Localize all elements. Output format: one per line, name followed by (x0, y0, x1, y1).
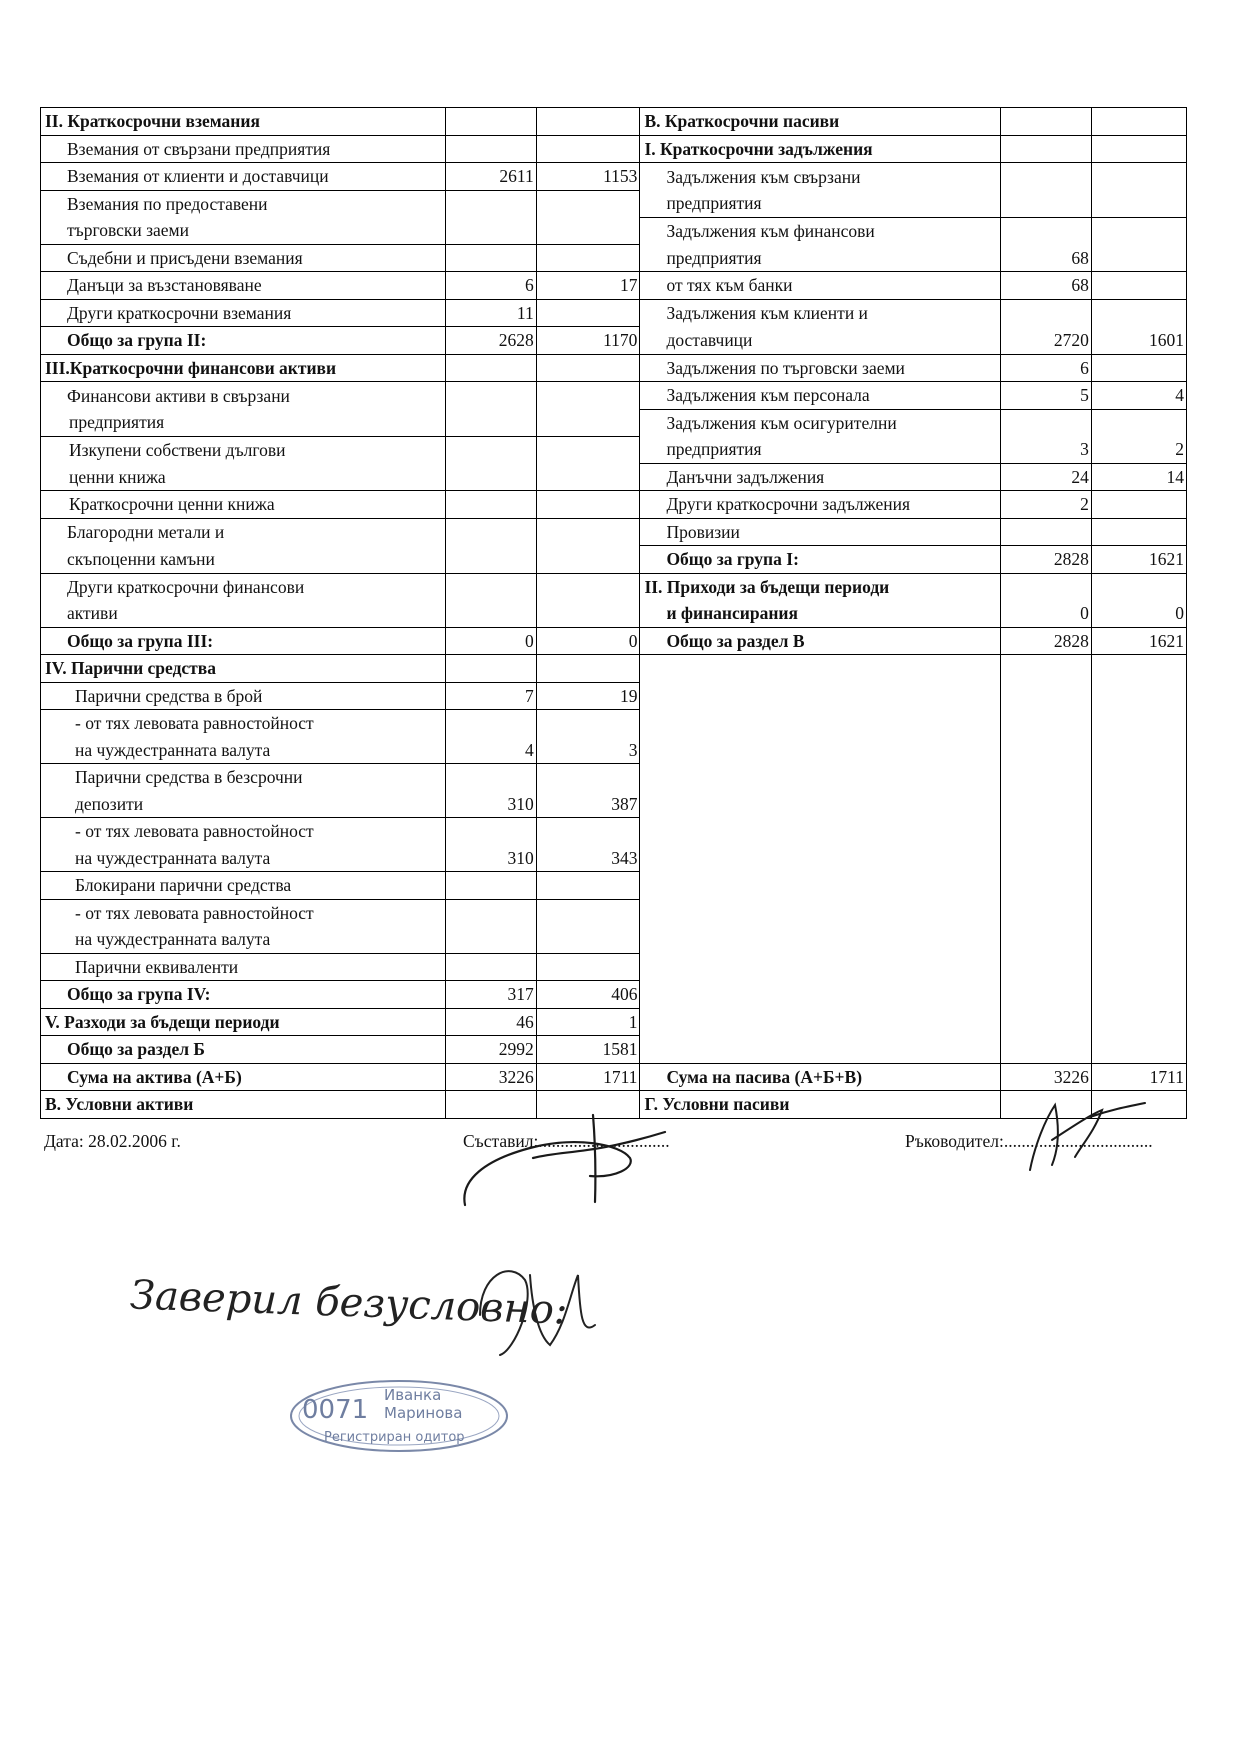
asset-previous: 3 (536, 737, 640, 764)
table-row (41, 899, 1187, 926)
asset-current (446, 108, 537, 136)
asset-previous (536, 926, 640, 953)
liability-label (640, 1036, 1001, 1064)
asset-current: 310 (446, 791, 537, 818)
liability-current (1001, 737, 1092, 764)
table-row (41, 791, 1187, 818)
liability-label: Общо за група I: (640, 546, 1001, 574)
table-row (41, 872, 1187, 900)
liability-label: доставчици (640, 327, 1001, 355)
table-row (41, 627, 1187, 655)
table-row (41, 1036, 1187, 1064)
liability-previous (1091, 409, 1186, 436)
asset-label: Парични еквиваленти (41, 953, 446, 981)
liability-previous (1091, 953, 1186, 981)
asset-label: Парични средства в брой (41, 682, 446, 710)
asset-current (446, 409, 537, 436)
asset-previous (536, 299, 640, 327)
liability-current: 68 (1001, 272, 1092, 300)
asset-label: III.Краткосрочни финансови активи (41, 354, 446, 382)
table-row (41, 764, 1187, 791)
asset-label: Благородни метали и (41, 518, 446, 546)
table-row (41, 546, 1187, 574)
asset-label: на чуждестранната валута (41, 926, 446, 953)
asset-current (446, 818, 537, 845)
asset-label: - от тях левовата равностойност (41, 818, 446, 845)
asset-label: Сума на актива (А+Б) (41, 1063, 446, 1091)
liability-previous (1091, 682, 1186, 710)
table-row (41, 327, 1187, 355)
asset-current: 3226 (446, 1063, 537, 1091)
asset-previous (536, 953, 640, 981)
asset-previous: 406 (536, 981, 640, 1009)
liability-label: Задължения по търговски заеми (640, 354, 1001, 382)
asset-current (446, 872, 537, 900)
table-row (41, 463, 1187, 491)
liability-label: Г. Условни пасиви (640, 1091, 1001, 1119)
asset-current (446, 463, 537, 491)
liability-label: Задължения към свързани (640, 163, 1001, 191)
balance-sheet-table (40, 107, 1187, 1119)
asset-current (446, 953, 537, 981)
table-row (41, 953, 1187, 981)
table-row (41, 217, 1187, 244)
asset-current: 2628 (446, 327, 537, 355)
asset-current (446, 710, 537, 737)
asset-label: предприятия (41, 409, 446, 436)
liability-current: 5 (1001, 382, 1092, 410)
asset-current (446, 217, 537, 244)
table-row (41, 491, 1187, 519)
liability-label: Сума на пасива (А+Б+В) (640, 1063, 1001, 1091)
liability-previous: 1711 (1091, 1063, 1186, 1091)
asset-current (446, 491, 537, 519)
liability-previous (1091, 899, 1186, 926)
asset-previous: 19 (536, 682, 640, 710)
asset-previous (536, 764, 640, 791)
liability-previous (1091, 491, 1186, 519)
asset-previous (536, 190, 640, 217)
asset-current (446, 518, 537, 546)
table-row (41, 926, 1187, 953)
asset-label: IV. Парични средства (41, 655, 446, 683)
liability-label: Провизии (640, 518, 1001, 546)
liability-label: Задължения към осигурителни (640, 409, 1001, 436)
liability-label (640, 818, 1001, 845)
liability-current (1001, 953, 1092, 981)
stamp-title: Регистриран одитор (324, 1430, 465, 1445)
asset-previous (536, 546, 640, 574)
table-row (41, 981, 1187, 1009)
asset-current (446, 926, 537, 953)
asset-current (446, 382, 537, 410)
liability-current (1001, 818, 1092, 845)
liability-current: 6 (1001, 354, 1092, 382)
liability-previous (1091, 1008, 1186, 1036)
manager-label: Ръководител:.................................. (905, 1131, 1153, 1151)
liability-current (1001, 518, 1092, 546)
table-row (41, 135, 1187, 163)
liability-current (1001, 1008, 1092, 1036)
liability-previous (1091, 108, 1186, 136)
liability-label (640, 926, 1001, 953)
asset-previous (536, 872, 640, 900)
liability-current (1001, 899, 1092, 926)
table-row (41, 518, 1187, 546)
asset-current (446, 764, 537, 791)
liability-label: Задължения към финансови (640, 217, 1001, 244)
liability-current (1001, 163, 1092, 191)
liability-label (640, 764, 1001, 791)
liability-previous: 2 (1091, 436, 1186, 463)
table-row (41, 682, 1187, 710)
liability-previous (1091, 845, 1186, 872)
asset-current: 46 (446, 1008, 537, 1036)
liability-previous: 4 (1091, 382, 1186, 410)
asset-previous (536, 518, 640, 546)
liability-label: Други краткосрочни задължения (640, 491, 1001, 519)
liability-label: І. Краткосрочни задължения (640, 135, 1001, 163)
liability-previous (1091, 244, 1186, 272)
asset-current: 317 (446, 981, 537, 1009)
asset-label: Съдебни и присъдени вземания (41, 244, 446, 272)
liability-previous: 1621 (1091, 627, 1186, 655)
liability-previous (1091, 791, 1186, 818)
liability-previous (1091, 163, 1186, 191)
asset-current: 0 (446, 627, 537, 655)
asset-label: ценни книжа (41, 463, 446, 491)
asset-previous: 1 (536, 1008, 640, 1036)
asset-label: депозити (41, 791, 446, 818)
liability-previous (1091, 217, 1186, 244)
liability-previous (1091, 518, 1186, 546)
table-row (41, 409, 1187, 436)
liability-label: Задължения към персонала (640, 382, 1001, 410)
liability-previous (1091, 764, 1186, 791)
asset-previous (536, 217, 640, 244)
asset-label: на чуждестранната валута (41, 737, 446, 764)
asset-current (446, 436, 537, 463)
table-row (41, 1008, 1187, 1036)
asset-label: Изкупени собствени дългови (41, 436, 446, 463)
handwritten-note: Заверил безусловно: (129, 1272, 569, 1334)
liability-previous (1091, 737, 1186, 764)
asset-label: Краткосрочни ценни книжа (41, 491, 446, 519)
asset-current: 2611 (446, 163, 537, 191)
table-row (41, 244, 1187, 272)
stamp-name-line2: Маринова (384, 1404, 463, 1422)
stamp-name-line1: Иванка (384, 1386, 442, 1404)
liability-current (1001, 872, 1092, 900)
liability-previous (1091, 710, 1186, 737)
table-row (41, 845, 1187, 872)
asset-label: Други краткосрочни вземания (41, 299, 446, 327)
table-row (41, 737, 1187, 764)
liability-label: II. Приходи за бъдещи периоди (640, 573, 1001, 600)
liability-label: Задължения към клиенти и (640, 299, 1001, 327)
asset-previous (536, 108, 640, 136)
asset-label: Данъци за възстановяване (41, 272, 446, 300)
liability-label: Общо за раздел В (640, 627, 1001, 655)
liability-current (1001, 655, 1092, 683)
asset-label: - от тях левовата равностойност (41, 899, 446, 926)
liability-previous: 1601 (1091, 327, 1186, 355)
liability-current: 3 (1001, 436, 1092, 463)
asset-previous (536, 818, 640, 845)
liability-current (1001, 135, 1092, 163)
liability-current (1001, 108, 1092, 136)
asset-label: търговски заеми (41, 217, 446, 244)
liability-current (1001, 1036, 1092, 1064)
liability-previous (1091, 872, 1186, 900)
liability-label (640, 682, 1001, 710)
liability-current (1001, 299, 1092, 327)
asset-current (446, 190, 537, 217)
asset-previous (536, 135, 640, 163)
asset-current: 310 (446, 845, 537, 872)
liability-current (1001, 981, 1092, 1009)
date-label: Дата: 28.02.2006 г. (44, 1131, 181, 1151)
liability-current: 2720 (1001, 327, 1092, 355)
asset-label: Общо за група IV: (41, 981, 446, 1009)
liability-current: 2 (1001, 491, 1092, 519)
liability-current: 2828 (1001, 546, 1092, 574)
asset-previous: 0 (536, 627, 640, 655)
table-row (41, 190, 1187, 217)
liability-label (640, 791, 1001, 818)
asset-label: В. Условни активи (41, 1091, 446, 1119)
liability-current: 2828 (1001, 627, 1092, 655)
asset-label: скъпоценни камъни (41, 546, 446, 574)
asset-current: 7 (446, 682, 537, 710)
asset-current (446, 573, 537, 600)
liability-label: В. Краткосрочни пасиви (640, 108, 1001, 136)
table-row (41, 299, 1187, 327)
liability-label: и финансирания (640, 600, 1001, 627)
liability-previous: 0 (1091, 600, 1186, 627)
liability-current (1001, 764, 1092, 791)
asset-current: 6 (446, 272, 537, 300)
liability-current (1001, 845, 1092, 872)
liability-previous (1091, 573, 1186, 600)
asset-current: 4 (446, 737, 537, 764)
table-row (41, 108, 1187, 136)
liability-current (1001, 190, 1092, 217)
table-row (41, 600, 1187, 627)
table-row (41, 382, 1187, 410)
asset-label: V. Разходи за бъдещи периоди (41, 1008, 446, 1036)
asset-label: на чуждестранната валута (41, 845, 446, 872)
asset-label: Общо за група III: (41, 627, 446, 655)
asset-label: Вземания по предоставени (41, 190, 446, 217)
liability-label (640, 710, 1001, 737)
liability-previous (1091, 299, 1186, 327)
liability-current (1001, 710, 1092, 737)
asset-current (446, 546, 537, 574)
asset-previous: 343 (536, 845, 640, 872)
liability-previous: 1621 (1091, 546, 1186, 574)
table-row (41, 655, 1187, 683)
liability-current: 0 (1001, 600, 1092, 627)
liability-current: 3226 (1001, 1063, 1092, 1091)
asset-previous: 1581 (536, 1036, 640, 1064)
asset-previous (536, 244, 640, 272)
asset-label: Вземания от клиенти и доставчици (41, 163, 446, 191)
liability-label (640, 655, 1001, 683)
liability-previous (1091, 818, 1186, 845)
asset-current (446, 899, 537, 926)
liability-label (640, 1008, 1001, 1036)
table-row (41, 354, 1187, 382)
liability-previous (1091, 354, 1186, 382)
table-row (41, 818, 1187, 845)
liability-label (640, 899, 1001, 926)
asset-label: Вземания от свързани предприятия (41, 135, 446, 163)
table-row (41, 272, 1187, 300)
liability-current (1001, 573, 1092, 600)
asset-previous (536, 409, 640, 436)
auditor-stamp (288, 1378, 510, 1454)
manager-signature (1020, 1095, 1160, 1175)
compiler-signature (455, 1110, 695, 1220)
liability-label: от тях към банки (640, 272, 1001, 300)
liability-current (1001, 217, 1092, 244)
asset-previous: 1170 (536, 327, 640, 355)
liability-current (1001, 409, 1092, 436)
asset-label: Парични средства в безсрочни (41, 764, 446, 791)
asset-previous (536, 382, 640, 410)
asset-previous (536, 463, 640, 491)
liability-previous (1091, 655, 1186, 683)
asset-previous: 17 (536, 272, 640, 300)
liability-label: предприятия (640, 436, 1001, 463)
liability-current: 24 (1001, 463, 1092, 491)
liability-label: предприятия (640, 190, 1001, 217)
liability-current (1001, 926, 1092, 953)
table-row (41, 573, 1187, 600)
liability-current: 68 (1001, 244, 1092, 272)
table-row (41, 436, 1187, 463)
table-row (41, 163, 1187, 191)
asset-label: - от тях левовата равностойност (41, 710, 446, 737)
asset-current (446, 655, 537, 683)
asset-previous (536, 710, 640, 737)
asset-label: Общо за група II: (41, 327, 446, 355)
asset-label: Общо за раздел Б (41, 1036, 446, 1064)
asset-current (446, 244, 537, 272)
asset-previous (536, 436, 640, 463)
liability-label (640, 953, 1001, 981)
liability-label: Данъчни задължения (640, 463, 1001, 491)
liability-previous (1091, 981, 1186, 1009)
asset-previous (536, 899, 640, 926)
table-row (41, 1063, 1187, 1091)
liability-current (1001, 791, 1092, 818)
asset-label: Блокирани парични средства (41, 872, 446, 900)
asset-previous (536, 354, 640, 382)
asset-current (446, 135, 537, 163)
auditor-signature (470, 1255, 620, 1365)
liability-previous: 14 (1091, 463, 1186, 491)
table-row (41, 710, 1187, 737)
liability-previous (1091, 190, 1186, 217)
asset-previous: 387 (536, 791, 640, 818)
liability-previous (1091, 272, 1186, 300)
asset-previous (536, 491, 640, 519)
asset-previous (536, 655, 640, 683)
liability-previous (1091, 135, 1186, 163)
asset-current: 2992 (446, 1036, 537, 1064)
asset-label: II. Краткосрочни вземания (41, 108, 446, 136)
asset-label: Финансови активи в свързани (41, 382, 446, 410)
liability-label (640, 737, 1001, 764)
asset-previous: 1711 (536, 1063, 640, 1091)
liability-label (640, 872, 1001, 900)
asset-current (446, 354, 537, 382)
liability-label (640, 981, 1001, 1009)
liability-label (640, 845, 1001, 872)
stamp-number: 0071 (302, 1395, 369, 1425)
asset-current (446, 600, 537, 627)
asset-label: активи (41, 600, 446, 627)
asset-previous (536, 600, 640, 627)
asset-label: Други краткосрочни финансови (41, 573, 446, 600)
asset-previous: 1153 (536, 163, 640, 191)
liability-current (1001, 682, 1092, 710)
liability-previous (1091, 926, 1186, 953)
liability-label: предприятия (640, 244, 1001, 272)
asset-previous (536, 573, 640, 600)
compiler-label: Съставил:.............................. (463, 1131, 670, 1151)
asset-current: 11 (446, 299, 537, 327)
liability-previous (1091, 1036, 1186, 1064)
